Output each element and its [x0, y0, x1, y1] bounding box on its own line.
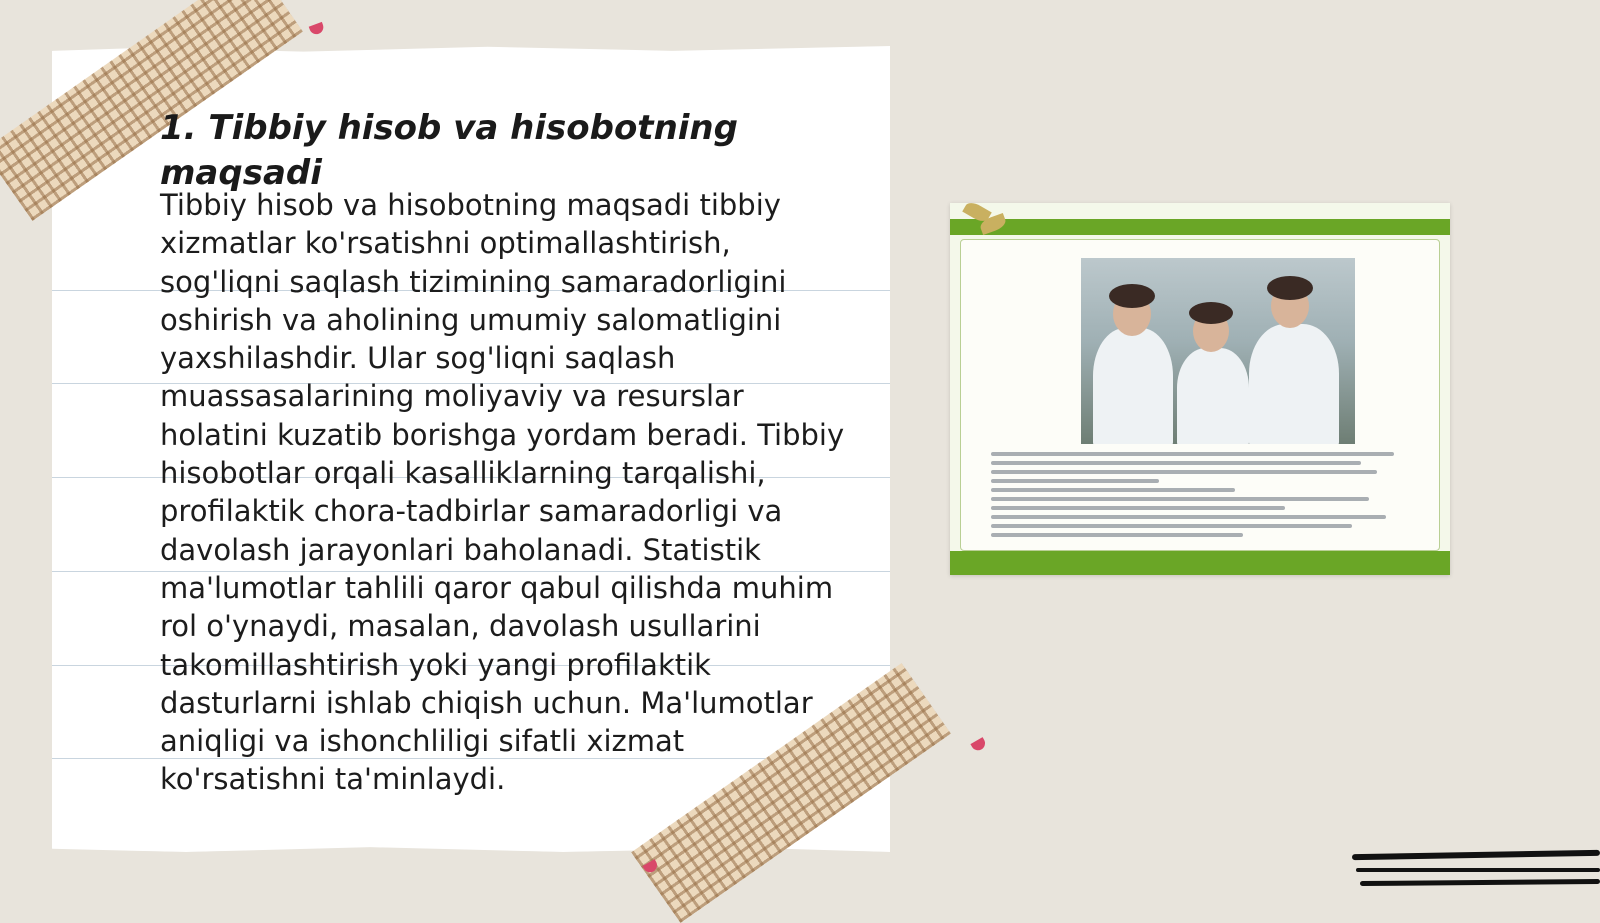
medical-workers-photo-icon — [1081, 258, 1355, 444]
slide-content-frame — [960, 239, 1440, 551]
hair-icon — [1267, 276, 1313, 300]
hair-icon — [1109, 284, 1155, 308]
tape-end-icon — [309, 22, 326, 36]
person-icon — [1093, 328, 1173, 444]
slide-text-lines — [991, 452, 1411, 542]
marker-stroke-icon — [1356, 868, 1600, 872]
slide-title: 1. Tibbiy hisob va hisobotning maqsadi — [160, 108, 738, 193]
marker-stroke-icon — [1352, 850, 1600, 860]
slide-body-text: Tibbiy hisob va hisobotning maqsadi tibbiy xizmatlar ko'rsatishni optimallashtirish, sog'liqni saqlash tizimining samaradorligini oshirish va aholining umumiy salomatligini yaxshilashdir. Ular sog'liqni saqlash muassasalarining moliyaviy va resurslar holatini kuzatib borishga yordam beradi. Tibbiy hisobotlar orqali kasalliklarning tarqalishi, profilaktik chora-tadbirlar samaradorligi va davolash jarayonlari baholanadi. Statistik ma'lumotlar tahlili qaror qabul qilishda muhim rol o'ynaydi, masalan, davolash usullarini takomillashtirish yoki yangi profilaktik dasturlarni ishlab chiqish uchun. Ma'lumotlar aniqligi va ishonchliligi sifatli xizmat ko'rsatishni ta'minlaydi. — [160, 188, 845, 797]
marker-stroke-icon — [1360, 879, 1600, 886]
tape-end-icon — [970, 737, 987, 753]
person-icon — [1177, 348, 1249, 444]
slide-header-bar — [950, 219, 1450, 235]
hair-icon — [1189, 302, 1233, 324]
person-icon — [1249, 324, 1339, 444]
slide-footer-bar — [950, 551, 1450, 575]
embedded-slide-image — [950, 203, 1450, 575]
